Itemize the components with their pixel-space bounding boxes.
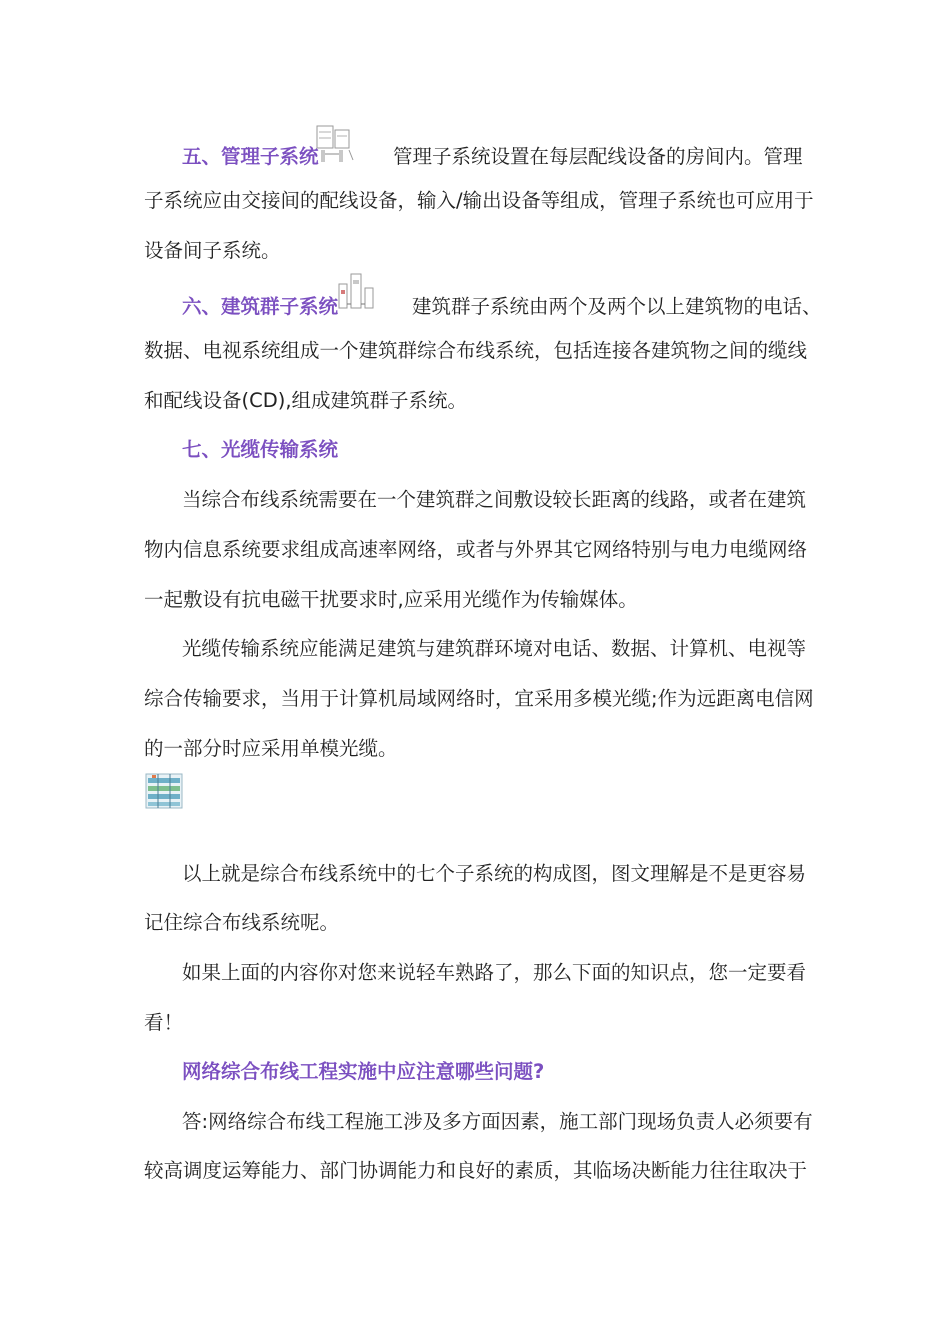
section-6-heading: 六、建筑群子系统 bbox=[182, 295, 339, 318]
section-7-heading: 七、光缆传输系统 bbox=[182, 438, 339, 461]
section-7-para2-line-3: 的一部分时应采用单模光缆。 bbox=[144, 737, 398, 760]
section-6-text-line-3: 和配线设备(CD),组成建筑群子系统。 bbox=[144, 389, 468, 412]
question-heading: 网络综合布线工程实施中应注意哪些问题? bbox=[182, 1060, 545, 1083]
section-6-text-line-2: 数据、电视系统组成一个建筑群综合布线系统，包括连接各建筑物之间的缆线 bbox=[144, 339, 808, 362]
section-7-para2-line-2: 综合传输要求，当用于计算机局域网络时，宜采用多模光缆;作为远距离电信网 bbox=[144, 687, 814, 710]
building-group-subsystem-figure bbox=[335, 270, 377, 312]
section-7-para1-line-3: 一起敷设有抗电磁干扰要求时,应采用光缆作为传输媒体。 bbox=[144, 588, 638, 611]
section-5-text-line-3: 设备间子系统。 bbox=[144, 239, 281, 262]
section-5-text-line-1: 管理子系统设置在每层配线设备的房间内。管理 bbox=[393, 145, 803, 168]
seven-subsystems-figure bbox=[144, 772, 184, 810]
prompt-line-2: 看！ bbox=[144, 1011, 184, 1034]
section-7-para2-line-1: 光缆传输系统应能满足建筑与建筑群环境对电话、数据、计算机、电视等 bbox=[182, 637, 807, 660]
section-7-para1-line-1: 当综合布线系统需要在一个建筑群之间敷设较长距离的线路，或者在建筑 bbox=[182, 488, 807, 511]
section-6-text-line-1: 建筑群子系统由两个及两个以上建筑物的电话、 bbox=[412, 295, 822, 318]
prompt-line-1: 如果上面的内容你对您来说轻车熟路了，那么下面的知识点，您一定要看 bbox=[182, 961, 807, 984]
section-7-para1-line-2: 物内信息系统要求组成高速率网络，或者与外界其它网络特别与电力电缆网络 bbox=[144, 538, 808, 561]
section-5-heading: 五、管理子系统 bbox=[182, 145, 319, 168]
answer-line-2: 较高调度运筹能力、部门协调能力和良好的素质，其临场决断能力往往取决于 bbox=[144, 1159, 808, 1182]
summary-line-1: 以上就是综合布线系统中的七个子系统的构成图，图文理解是不是更容易 bbox=[182, 862, 807, 885]
management-subsystem-figure bbox=[315, 124, 355, 164]
summary-line-2: 记住综合布线系统呢。 bbox=[144, 911, 340, 934]
answer-line-1: 答:网络综合布线工程施工涉及多方面因素，施工部门现场负责人必须要有 bbox=[182, 1110, 813, 1133]
section-5-text-line-2: 子系统应由交接间的配线设备，输入/输出设备等组成，管理子系统也可应用于 bbox=[144, 189, 814, 212]
